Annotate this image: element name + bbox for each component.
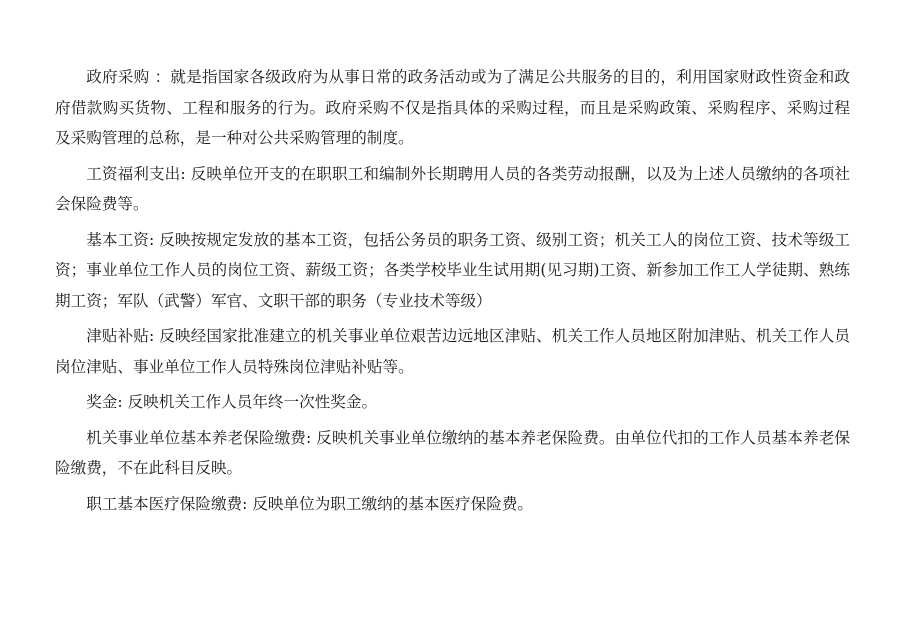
paragraph-allowances: 津贴补贴: 反映经国家批准建立的机关事业单位艰苦边远地区津贴、机关工作人员地区附加津贴、机关工作人员岗位津贴、事业单位工作人员特殊岗位津贴补贴等。: [55, 327, 850, 376]
paragraph-basic-wages: 基本工资: 反映按规定发放的基本工资，包括公务员的职务工资、级别工资；机关工人的岗位工资、技术等级工资；事业单位工作人员的岗位工资、薪级工资；各类学校毕业生试用期(见习期)工资、新参加工作工人学徒期、熟练期工资；军队（武警）军官、文职干部的职务（专业技术等级）: [55, 230, 850, 310]
paragraph-medical-insurance: 职工基本医疗保险缴费: 反映单位为职工缴纳的基本医疗保险费。: [86, 494, 534, 513]
paragraph-pension-insurance: 机关事业单位基本养老保险缴费: 反映机关事业单位缴纳的基本养老保险费。由单位代扣的工作人员基本养老保险缴费，不在此科目反映。: [55, 428, 850, 477]
paragraph-government-procurement: 政府采购 ：就是指国家各级政府为从事日常的政务活动或为了满足公共服务的目的，利用国家财政性资金和政府借款购买货物、工程和服务的行为。政府采购不仅是指具体的采购过程，而且是采购政策、采购程序、采购过程及采购管理的总称，是一种对公共采购管理的制度。: [55, 68, 850, 147]
paragraph-bonus: 奖金: 反映机关工作人员年终一次性奖金。: [86, 393, 378, 411]
document-page: [55, 62, 850, 524]
paragraph-wages-welfare: 工资福利支出: 反映单位开支的在职职工和编制外长期聘用人员的各类劳动报酬，以及为上述人员缴纳的各项社会保险费等。: [55, 164, 850, 213]
